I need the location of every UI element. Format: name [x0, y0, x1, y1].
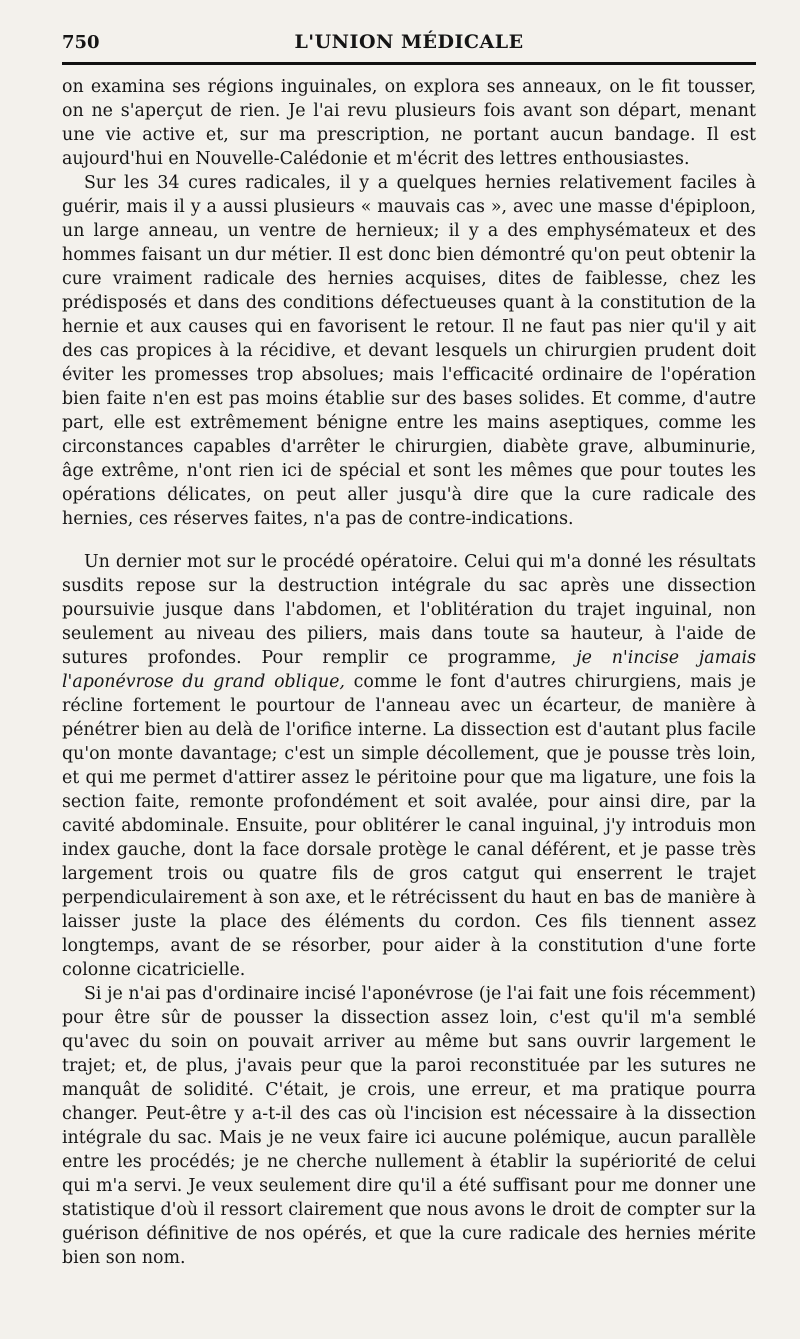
paragraph-1: on examina ses régions inguinales, on explora ses anneaux, on le fit tousser, on ne s'aperçut de rien. Je l'ai revu plusieurs fois avant son départ, menant une vie active et, sur ma prescription, ne portant aucun bandage. Il est aujourd'hui en Nouvelle-Calédonie et m'écrit des lettres enthousiastes.: [62, 77, 756, 169]
paragraph-3-lead: Un dernier mot sur le procédé opératoire. Celui qui m'a donné les résultats susdits repose sur la destruction intégrale du sac après une dissection poursuivie jusque dans l'abdomen, et l'oblitération du trajet inguinal, non seulement au niveau des piliers, mais dans toute sa hauteur, à l'aide de sutures profondes. Pour remplir ce programme,: [62, 552, 756, 668]
journal-title: L'UNION MÉDICALE: [294, 31, 524, 53]
paragraph-3-emphasis: je n'incise jamais l'aponévrose du grand oblique,: [62, 648, 757, 692]
section-gap: [62, 531, 756, 550]
page-number: 750: [62, 32, 100, 53]
paragraph-3: [62, 550, 756, 982]
running-head: [62, 28, 756, 58]
body-text: [62, 75, 756, 1270]
paragraph-4: Si je n'ai pas d'ordinaire incisé l'aponévrose (je l'ai fait une fois récemment) pour être sûr de pousser la dissection assez loin, c'est qu'il m'a semblé qu'avec du soin on pouvait arriver au même but sans ouvrir largement le trajet; et, de plus, j'avais peur que la paroi reconstituée par les sutures ne manquât de solidité. C'était, je crois, une erreur, et ma pratique pourra changer. Peut-être y a-t-il des cas où l'incision est nécessaire à la dissection intégrale du sac. Mais je ne veux faire ici aucune polémique, aucun parallèle entre les procédés; je ne cherche nullement à établir la supériorité de celui qui m'a servi. Je veux seulement dire qu'il a été suffisant pour me donner une statistique d'où il ressort clairement que nous avons le droit de compter sur la guérison définitive de nos opérés, et que la cure radicale des hernies mérite bien son nom.: [62, 984, 756, 1268]
header-rule: [62, 62, 756, 65]
paragraph-2: Sur les 34 cures radicales, il y a quelques hernies relativement faciles à guérir, mais il y a aussi plusieurs « mauvais cas », avec une masse d'épiploon, un large anneau, un ventre de hernieux; il y a des emphysémateux et des hommes faisant un dur métier. Il est donc bien démontré qu'on peut obtenir la cure vraiment radicale des hernies acquises, dites de faiblesse, chez les prédisposés et dans des conditions défectueuses quant à la constitution de la hernie et aux causes qui en favorisent le retour. Il ne faut pas nier qu'il y ait des cas propices à la récidive, et devant lesquels un chirurgien prudent doit éviter les promesses trop absolues; mais l'efficacité ordinaire de l'opération bien faite n'en est pas moins établie sur des bases solides. Et comme, d'autre part, elle est extrêmement bénigne entre les mains aseptiques, comme les circonstances capables d'arrêter le chirurgien, diabète grave, albuminurie, âge extrême, n'ont rien ici de spécial et sont les mêmes que pour toutes les opérations délicates, on peut aller jusqu'à dire que la cure radicale des hernies, ces réserves faites, n'a pas de contre-indications.: [62, 173, 756, 529]
paragraph-3-rest: comme le font d'autres chirurgiens, mais je récline fortement le pourtour de l'anneau avec un écarteur, de manière à pénétrer bien au delà de l'orifice interne. La dissection est d'autant plus facile qu'on monte davantage; c'est un simple décollement, que je pousse très loin, et qui me permet d'attirer assez le péritoine pour que ma ligature, une fois la section faite, remonte profondément et soit avalée, pour ainsi dire, par la cavité abdominale. Ensuite, pour oblitérer le canal inguinal, j'y introduis mon index gauche, dont la face dorsale protège le canal déférent, et je passe très largement trois ou quatre fils de gros catgut qui enserrent le trajet perpendiculairement à son axe, et le rétrécissent du haut en bas de manière à laisser juste la place des éléments du cordon. Ces fils tiennent assez longtemps, avant de se résorber, pour aider à la constitution d'une forte colonne cicatricielle.: [62, 672, 756, 980]
